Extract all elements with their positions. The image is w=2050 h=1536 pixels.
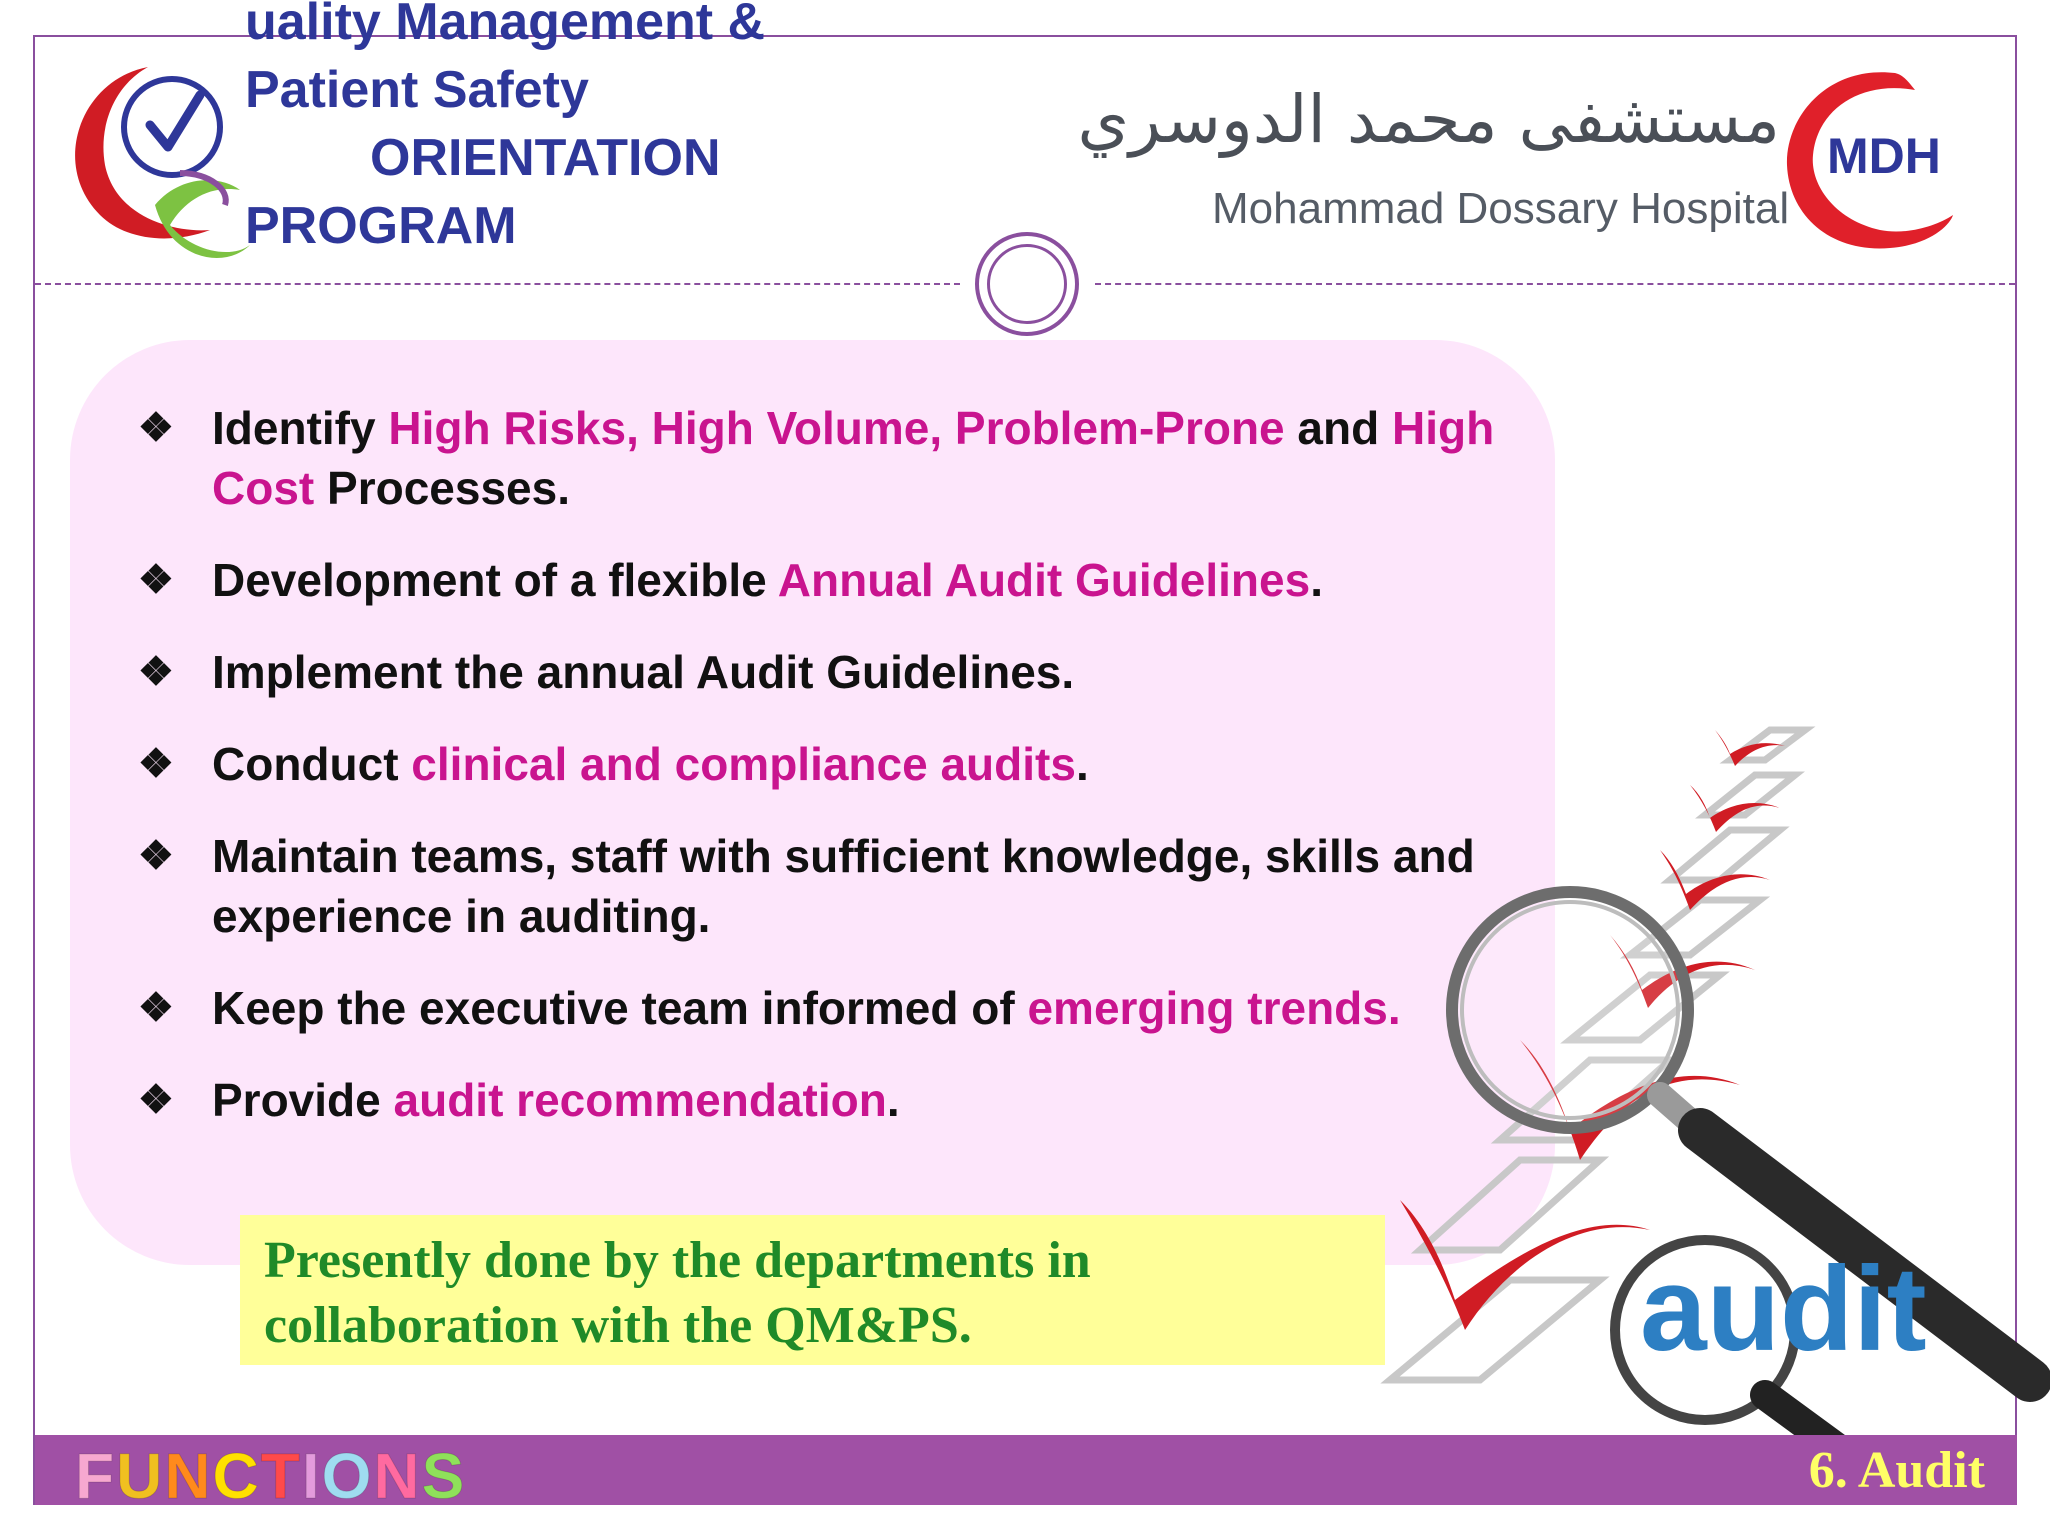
functions-letter: F [75, 1440, 117, 1512]
bullet-diamond-icon: ❖ [138, 834, 174, 878]
list-item [138, 1070, 1528, 1130]
functions-label [75, 1439, 466, 1513]
bullet-text: . [886, 1074, 900, 1126]
bullet-diamond-icon: ❖ [138, 650, 174, 694]
title-line-2: Patient Safety [245, 61, 589, 119]
bullet-diamond-icon: ❖ [138, 406, 174, 450]
title-line-3: ORIENTATION [370, 129, 721, 187]
bullet-text: Maintain teams, staff with sufficient knowledge, skills and experience in auditing. [212, 830, 1475, 942]
svg-text:مستشفى محمد الدوسري: مستشفى محمد الدوسري [1077, 81, 1780, 158]
divider-ring-icon [975, 232, 1079, 336]
bullet-diamond-icon: ❖ [138, 986, 174, 1030]
functions-letter: N [164, 1440, 213, 1512]
functions-letter: U [116, 1440, 165, 1512]
mdh-crescent-icon [1785, 65, 1955, 255]
list-item [138, 734, 1528, 794]
checklist-magnifier-icon [1370, 690, 2050, 1450]
program-title [245, 0, 765, 260]
bullet-text: Development of a flexible [212, 554, 778, 606]
functions-letter: O [321, 1440, 374, 1512]
bullet-text: Implement the annual Audit Guidelines. [212, 646, 1075, 698]
note-line-2: collaboration with the QM&PS. [264, 1297, 972, 1354]
header-divider-left [35, 283, 960, 285]
highlight-text: emerging trends. [1027, 982, 1401, 1034]
bullet-text: Identify [212, 402, 389, 454]
functions-letter: S [421, 1440, 467, 1512]
bullet-diamond-icon: ❖ [138, 1078, 174, 1122]
section-label: 6. Audit [1808, 1442, 1985, 1499]
bullet-text: Provide [212, 1074, 394, 1126]
bullet-text: . [1075, 738, 1089, 790]
quality-logo-icon [60, 55, 260, 265]
hospital-name: Mohammad Dossary Hospital [1212, 184, 1790, 233]
bullet-text: and [1284, 402, 1392, 454]
bullet-diamond-icon: ❖ [138, 558, 174, 602]
highlight-text: High Cost [212, 402, 1495, 514]
title-line-1: uality Management & [245, 0, 766, 51]
functions-letter: N [373, 1440, 422, 1512]
note-line-1: Presently done by the departments in [264, 1232, 1091, 1289]
footer-bar [35, 1435, 2017, 1512]
bullet-diamond-icon: ❖ [138, 742, 174, 786]
functions-letter: I [301, 1440, 322, 1512]
highlight-text: audit recommendation [393, 1074, 887, 1126]
list-item [138, 398, 1528, 518]
highlight-text: High Risks, High Volume, Problem-Prone [388, 402, 1285, 454]
status-note [240, 1215, 1385, 1365]
highlight-text: Annual Audit Guidelines [777, 554, 1311, 606]
hospital-name-arabic [1077, 70, 1790, 170]
functions-letter: C [212, 1440, 261, 1512]
bullet-text: Keep the executive team informed of [212, 982, 1028, 1034]
functions-letter: T [260, 1440, 302, 1512]
highlight-text: clinical and compliance audits [411, 738, 1076, 790]
bullet-text: Conduct [212, 738, 412, 790]
hospital-logo [1077, 60, 1960, 260]
list-item [138, 978, 1528, 1038]
bullet-text: Processes. [314, 462, 570, 514]
list-item [138, 642, 1528, 702]
functions-list [138, 398, 1528, 1162]
svg-text:MDH: MDH [1827, 128, 1941, 184]
title-line-4: PROGRAM [245, 197, 517, 255]
svg-text:audit: audit [1640, 1242, 1927, 1376]
header-divider-right [1095, 283, 2015, 285]
bullet-text: . [1310, 554, 1323, 606]
list-item [138, 826, 1528, 946]
list-item [138, 550, 1528, 610]
